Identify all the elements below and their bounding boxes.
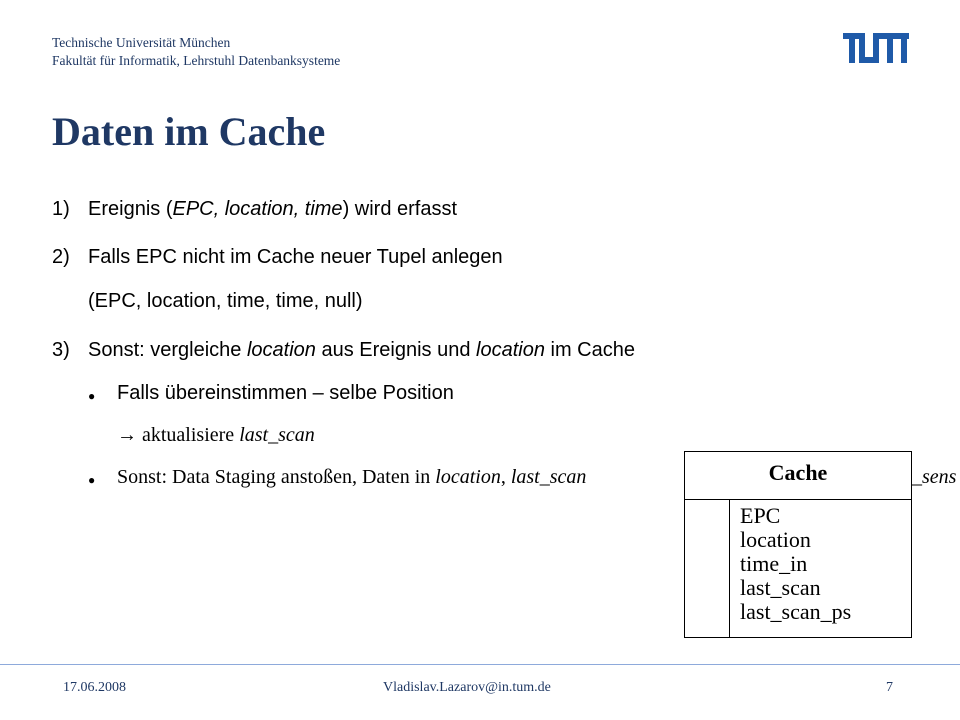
item-2 xyxy=(52,246,503,269)
footer-date: 17.06.2008 xyxy=(63,680,126,695)
cache-field: location xyxy=(740,527,811,552)
item-3-italic-2: location xyxy=(476,339,545,361)
university-name: Technische Universität München xyxy=(52,35,231,50)
cache-table-fields xyxy=(740,504,851,624)
footer-email: Vladislav.Lazarov@in.tum.de xyxy=(383,680,551,695)
sub-item-1-arrow-italic: last_scan xyxy=(239,424,315,446)
sub-item-1: Falls übereinstimmen – selbe Position xyxy=(117,382,454,404)
sub-item-2-tail xyxy=(912,466,956,489)
tum-logo xyxy=(843,33,909,68)
item-3 xyxy=(52,339,635,362)
item-1-italic: EPC, location, time xyxy=(172,198,343,220)
item-2-line-1: Falls EPC nicht im Cache neuer Tupel anlegen xyxy=(88,246,503,268)
tum-logo-icon xyxy=(843,33,909,63)
header-text xyxy=(52,34,340,70)
bullet-dot-icon: ● xyxy=(88,473,96,487)
sub-item-2-comma: , xyxy=(500,466,511,488)
slide-title: Daten im Cache xyxy=(52,109,326,154)
cache-field: EPC xyxy=(740,503,781,528)
footer-divider xyxy=(0,664,960,665)
item-2-number: 2) xyxy=(52,246,70,268)
cache-table-title: Cache xyxy=(768,460,828,485)
item-3-text-mid: aus Ereignis und xyxy=(315,339,477,361)
bullet-dot-icon: ● xyxy=(88,389,96,403)
sub-item-2-italic-1: location xyxy=(435,466,501,488)
cache-table-header xyxy=(685,452,911,500)
item-3-text-post: im Cache xyxy=(544,339,635,361)
cache-field: last_scan_ps xyxy=(740,599,852,624)
item-1-text-pre: Ereignis ( xyxy=(88,198,173,220)
cache-field: time_in xyxy=(740,551,808,576)
item-3-italic-1: location xyxy=(246,339,316,361)
item-1 xyxy=(52,198,458,221)
faculty-name: Fakultät für Informatik, Lehrstuhl Datenbanksysteme xyxy=(52,53,341,68)
sub-item-1-arrow-text: → aktualisiere xyxy=(117,424,240,446)
item-3-text-pre: Sonst: vergleiche xyxy=(88,339,247,361)
footer-page-number: 7 xyxy=(886,680,893,695)
item-2-line-2: (EPC, location, time, time, null) xyxy=(88,290,363,312)
item-3-number: 3) xyxy=(52,339,70,361)
sub-item-2-tail-italic: _sens xyxy=(912,466,957,488)
sub-item-2-italic-2: last_scan xyxy=(510,466,587,488)
cache-field: last_scan xyxy=(740,575,821,600)
cache-table xyxy=(684,451,912,638)
sub-item-1-arrow-line xyxy=(117,424,315,447)
sub-item-2 xyxy=(117,466,586,489)
cache-table-divider xyxy=(729,500,730,637)
item-1-number: 1) xyxy=(52,198,70,220)
item-1-text-post: ) wird erfasst xyxy=(342,198,458,220)
sub-item-2-text-pre: Sonst: Data Staging anstoßen, Daten in xyxy=(117,466,436,488)
